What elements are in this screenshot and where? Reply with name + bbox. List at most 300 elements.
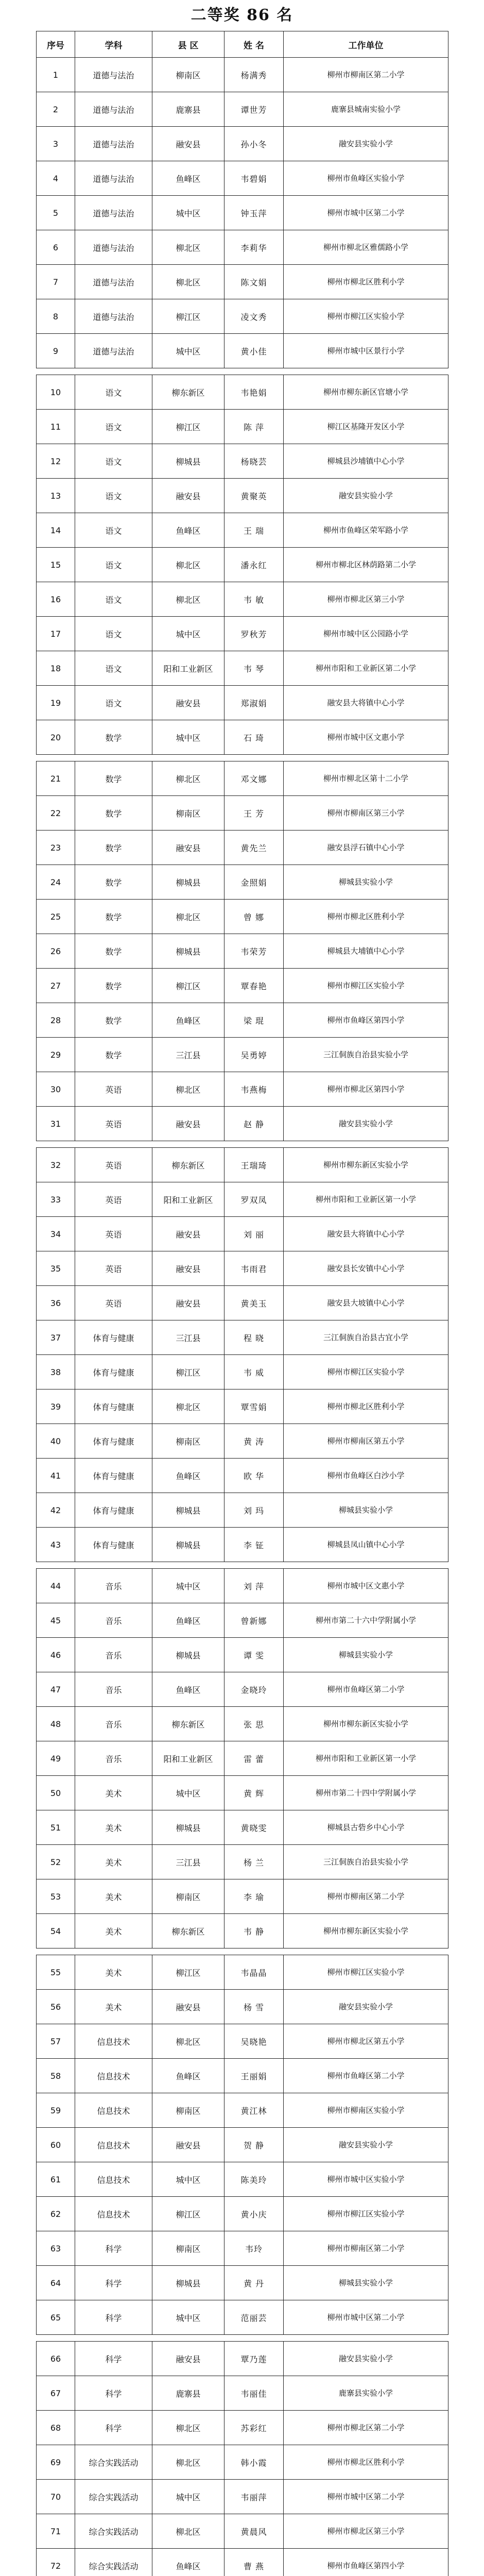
cell-district: 柳北区 bbox=[152, 2514, 224, 2549]
cell-subject: 体育与健康 bbox=[75, 1320, 152, 1355]
cell-no: 56 bbox=[37, 1990, 75, 2024]
cell-name: 韦丽佳 bbox=[224, 2376, 284, 2411]
cell-unit: 柳州市柳南区第二小学 bbox=[284, 1879, 448, 1914]
table-row bbox=[37, 1038, 448, 1072]
cell-name: 曾 娜 bbox=[224, 900, 284, 934]
cell-no: 66 bbox=[37, 2342, 75, 2376]
cell-subject: 信息技术 bbox=[75, 2128, 152, 2162]
group-separator bbox=[37, 368, 448, 375]
cell-no: 51 bbox=[37, 1810, 75, 1845]
cell-name: 刘 萍 bbox=[224, 1569, 284, 1603]
cell-name: 钟玉萍 bbox=[224, 196, 284, 230]
cell-unit: 柳州市柳北区第三小学 bbox=[284, 582, 448, 617]
cell-name: 韦燕梅 bbox=[224, 1072, 284, 1107]
cell-subject: 体育与健康 bbox=[75, 1424, 152, 1459]
table-row bbox=[37, 1707, 448, 1741]
table-row bbox=[37, 796, 448, 831]
cell-subject: 音乐 bbox=[75, 1638, 152, 1672]
cell-subject: 体育与健康 bbox=[75, 1459, 152, 1493]
cell-district: 柳城县 bbox=[152, 1528, 224, 1562]
cell-unit: 柳州市柳北区胜利小学 bbox=[284, 2445, 448, 2480]
cell-district: 城中区 bbox=[152, 617, 224, 651]
cell-name: 黄 涛 bbox=[224, 1424, 284, 1459]
cell-district: 融安县 bbox=[152, 1217, 224, 1251]
cell-no: 45 bbox=[37, 1603, 75, 1638]
cell-name: 韦玲 bbox=[224, 2231, 284, 2266]
group-separator bbox=[37, 2335, 448, 2342]
cell-subject: 综合实践活动 bbox=[75, 2445, 152, 2480]
cell-no: 49 bbox=[37, 1741, 75, 1776]
cell-district: 融安县 bbox=[152, 1107, 224, 1141]
table-row bbox=[37, 1569, 448, 1603]
separator-cell bbox=[37, 1141, 448, 1148]
cell-no: 30 bbox=[37, 1072, 75, 1107]
table-body bbox=[37, 58, 448, 2576]
cell-no: 39 bbox=[37, 1389, 75, 1424]
cell-district: 柳北区 bbox=[152, 548, 224, 582]
cell-name: 郑淑娟 bbox=[224, 686, 284, 720]
cell-subject: 体育与健康 bbox=[75, 1493, 152, 1528]
cell-name: 曾新娜 bbox=[224, 1603, 284, 1638]
cell-subject: 数学 bbox=[75, 831, 152, 865]
cell-name: 贺 静 bbox=[224, 2128, 284, 2162]
table-row bbox=[37, 1217, 448, 1251]
cell-district: 鹿寨县 bbox=[152, 92, 224, 127]
cell-no: 65 bbox=[37, 2300, 75, 2335]
cell-name: 黄美玉 bbox=[224, 1286, 284, 1320]
cell-no: 3 bbox=[37, 127, 75, 161]
cell-subject: 信息技术 bbox=[75, 2024, 152, 2059]
table-row bbox=[37, 161, 448, 196]
cell-unit: 柳城县实验小学 bbox=[284, 1493, 448, 1528]
cell-name: 黄晨风 bbox=[224, 2514, 284, 2549]
cell-no: 67 bbox=[37, 2376, 75, 2411]
cell-name: 覃雪娟 bbox=[224, 1389, 284, 1424]
cell-district: 柳北区 bbox=[152, 230, 224, 265]
cell-no: 54 bbox=[37, 1914, 75, 1948]
cell-subject: 语文 bbox=[75, 548, 152, 582]
table-row bbox=[37, 2376, 448, 2411]
cell-subject: 语文 bbox=[75, 651, 152, 686]
cell-no: 28 bbox=[37, 1003, 75, 1038]
header-unit: 工作单位 bbox=[284, 31, 448, 58]
cell-unit: 柳州市柳江区实验小学 bbox=[284, 1955, 448, 1990]
cell-no: 60 bbox=[37, 2128, 75, 2162]
cell-unit: 柳州市阳和工业新区第一小学 bbox=[284, 1741, 448, 1776]
table-row bbox=[37, 1493, 448, 1528]
cell-no: 15 bbox=[37, 548, 75, 582]
cell-subject: 语文 bbox=[75, 444, 152, 479]
table-header-row bbox=[37, 31, 448, 58]
cell-name: 刘 玛 bbox=[224, 1493, 284, 1528]
cell-no: 34 bbox=[37, 1217, 75, 1251]
cell-name: 王丽娟 bbox=[224, 2059, 284, 2093]
cell-name: 韦碧娟 bbox=[224, 161, 284, 196]
cell-name: 李 钲 bbox=[224, 1528, 284, 1562]
header-subject: 学科 bbox=[75, 31, 152, 58]
header-name: 姓 名 bbox=[224, 31, 284, 58]
cell-unit: 融安县大将镇中心小学 bbox=[284, 1217, 448, 1251]
cell-name: 王 瑞 bbox=[224, 513, 284, 548]
cell-no: 23 bbox=[37, 831, 75, 865]
cell-subject: 数学 bbox=[75, 934, 152, 969]
cell-name: 李 瑜 bbox=[224, 1879, 284, 1914]
cell-subject: 数学 bbox=[75, 1003, 152, 1038]
cell-name: 罗双凤 bbox=[224, 1182, 284, 1217]
cell-name: 陈 萍 bbox=[224, 410, 284, 444]
cell-subject: 信息技术 bbox=[75, 2059, 152, 2093]
cell-no: 70 bbox=[37, 2480, 75, 2514]
cell-no: 20 bbox=[37, 720, 75, 755]
cell-no: 52 bbox=[37, 1845, 75, 1879]
cell-subject: 数学 bbox=[75, 761, 152, 796]
cell-no: 37 bbox=[37, 1320, 75, 1355]
table-row bbox=[37, 1845, 448, 1879]
cell-unit: 融安县大坡镇中心小学 bbox=[284, 1286, 448, 1320]
cell-no: 29 bbox=[37, 1038, 75, 1072]
cell-subject: 道德与法治 bbox=[75, 265, 152, 299]
cell-subject: 体育与健康 bbox=[75, 1355, 152, 1389]
cell-unit: 柳城县沙埔镇中心小学 bbox=[284, 444, 448, 479]
cell-district: 柳北区 bbox=[152, 1389, 224, 1424]
cell-no: 26 bbox=[37, 934, 75, 969]
cell-subject: 体育与健康 bbox=[75, 1528, 152, 1562]
cell-unit: 柳州市柳南区第三小学 bbox=[284, 796, 448, 831]
cell-unit: 柳州市柳南区第五小学 bbox=[284, 1424, 448, 1459]
cell-no: 72 bbox=[37, 2549, 75, 2576]
cell-unit: 柳州市柳江区实验小学 bbox=[284, 299, 448, 334]
cell-unit: 柳州市鱼峰区荣军路小学 bbox=[284, 513, 448, 548]
cell-subject: 美术 bbox=[75, 1990, 152, 2024]
cell-district: 融安县 bbox=[152, 2342, 224, 2376]
table-row bbox=[37, 2266, 448, 2300]
header-no: 序号 bbox=[37, 31, 75, 58]
cell-subject: 美术 bbox=[75, 1914, 152, 1948]
cell-subject: 信息技术 bbox=[75, 2197, 152, 2231]
cell-no: 11 bbox=[37, 410, 75, 444]
cell-name: 曹 燕 bbox=[224, 2549, 284, 2576]
table-row bbox=[37, 334, 448, 368]
table-row bbox=[37, 1672, 448, 1707]
table-row bbox=[37, 1320, 448, 1355]
cell-name: 谭 雯 bbox=[224, 1638, 284, 1672]
table-row bbox=[37, 2300, 448, 2335]
cell-subject: 英语 bbox=[75, 1107, 152, 1141]
cell-unit: 柳州市柳江区实验小学 bbox=[284, 2197, 448, 2231]
cell-unit: 柳州市柳北区胜利小学 bbox=[284, 900, 448, 934]
cell-district: 鹿寨县 bbox=[152, 2376, 224, 2411]
cell-subject: 英语 bbox=[75, 1251, 152, 1286]
cell-no: 13 bbox=[37, 479, 75, 513]
table-row bbox=[37, 934, 448, 969]
cell-district: 柳东新区 bbox=[152, 375, 224, 410]
table-row bbox=[37, 1955, 448, 1990]
cell-name: 韦 静 bbox=[224, 1914, 284, 1948]
cell-subject: 科学 bbox=[75, 2342, 152, 2376]
table-row bbox=[37, 720, 448, 755]
cell-unit: 柳州市柳江区实验小学 bbox=[284, 969, 448, 1003]
cell-name: 程 晓 bbox=[224, 1320, 284, 1355]
cell-unit: 三江侗族自治县古宜小学 bbox=[284, 1320, 448, 1355]
table-row bbox=[37, 127, 448, 161]
cell-no: 10 bbox=[37, 375, 75, 410]
separator-cell bbox=[37, 2335, 448, 2342]
cell-unit: 融安县实验小学 bbox=[284, 127, 448, 161]
table-row bbox=[37, 58, 448, 92]
cell-name: 梁 琨 bbox=[224, 1003, 284, 1038]
cell-no: 31 bbox=[37, 1107, 75, 1141]
cell-name: 黄 丹 bbox=[224, 2266, 284, 2300]
cell-subject: 音乐 bbox=[75, 1741, 152, 1776]
table-row bbox=[37, 196, 448, 230]
cell-unit: 三江侗族自治县实验小学 bbox=[284, 1845, 448, 1879]
table-row bbox=[37, 582, 448, 617]
table-row bbox=[37, 1810, 448, 1845]
cell-unit: 柳州市柳江区实验小学 bbox=[284, 1355, 448, 1389]
cell-no: 9 bbox=[37, 334, 75, 368]
table-row bbox=[37, 1638, 448, 1672]
cell-name: 欧 华 bbox=[224, 1459, 284, 1493]
cell-no: 12 bbox=[37, 444, 75, 479]
cell-no: 18 bbox=[37, 651, 75, 686]
cell-no: 46 bbox=[37, 1638, 75, 1672]
cell-unit: 柳州市鱼峰区第二小学 bbox=[284, 1672, 448, 1707]
cell-district: 柳北区 bbox=[152, 1072, 224, 1107]
cell-unit: 柳城县古砦乡中心小学 bbox=[284, 1810, 448, 1845]
cell-name: 韦荣芳 bbox=[224, 934, 284, 969]
table-row bbox=[37, 865, 448, 900]
cell-no: 14 bbox=[37, 513, 75, 548]
cell-district: 阳和工业新区 bbox=[152, 1741, 224, 1776]
cell-unit: 融安县浮石镇中心小学 bbox=[284, 831, 448, 865]
cell-unit: 柳州市第二十六中学附属小学 bbox=[284, 1603, 448, 1638]
header-district: 县 区 bbox=[152, 31, 224, 58]
table-row bbox=[37, 1776, 448, 1810]
cell-subject: 科学 bbox=[75, 2300, 152, 2335]
cell-subject: 音乐 bbox=[75, 1603, 152, 1638]
cell-no: 41 bbox=[37, 1459, 75, 1493]
cell-name: 刘 丽 bbox=[224, 1217, 284, 1251]
table-row bbox=[37, 2093, 448, 2128]
cell-no: 53 bbox=[37, 1879, 75, 1914]
cell-subject: 道德与法治 bbox=[75, 127, 152, 161]
cell-unit: 柳州市柳北区第二小学 bbox=[284, 2411, 448, 2445]
cell-district: 柳北区 bbox=[152, 2445, 224, 2480]
cell-name: 韦 敏 bbox=[224, 582, 284, 617]
cell-no: 7 bbox=[37, 265, 75, 299]
cell-district: 柳城县 bbox=[152, 2266, 224, 2300]
cell-district: 阳和工业新区 bbox=[152, 651, 224, 686]
table-row bbox=[37, 1990, 448, 2024]
cell-name: 韦丽萍 bbox=[224, 2480, 284, 2514]
table-row bbox=[37, 686, 448, 720]
cell-no: 36 bbox=[37, 1286, 75, 1320]
cell-unit: 融安县实验小学 bbox=[284, 1990, 448, 2024]
cell-no: 4 bbox=[37, 161, 75, 196]
cell-unit: 柳州市鱼峰区白沙小学 bbox=[284, 1459, 448, 1493]
cell-subject: 道德与法治 bbox=[75, 299, 152, 334]
cell-unit: 柳州市城中区实验小学 bbox=[284, 2162, 448, 2197]
cell-subject: 道德与法治 bbox=[75, 334, 152, 368]
cell-no: 1 bbox=[37, 58, 75, 92]
table-row bbox=[37, 1879, 448, 1914]
cell-unit: 柳州市柳东新区实验小学 bbox=[284, 1148, 448, 1182]
cell-name: 韦艳娟 bbox=[224, 375, 284, 410]
cell-unit: 柳城县实验小学 bbox=[284, 865, 448, 900]
cell-no: 8 bbox=[37, 299, 75, 334]
cell-district: 融安县 bbox=[152, 831, 224, 865]
cell-no: 5 bbox=[37, 196, 75, 230]
table-row bbox=[37, 1741, 448, 1776]
table-row bbox=[37, 2059, 448, 2093]
cell-subject: 音乐 bbox=[75, 1672, 152, 1707]
table-row bbox=[37, 969, 448, 1003]
cell-name: 雷 蕾 bbox=[224, 1741, 284, 1776]
cell-unit: 融安县长安镇中心小学 bbox=[284, 1251, 448, 1286]
cell-no: 55 bbox=[37, 1955, 75, 1990]
cell-name: 潘永红 bbox=[224, 548, 284, 582]
cell-district: 融安县 bbox=[152, 1286, 224, 1320]
table-row bbox=[37, 651, 448, 686]
cell-unit: 柳州市柳南区实验小学 bbox=[284, 2093, 448, 2128]
group-separator bbox=[37, 1141, 448, 1148]
award-document bbox=[36, 0, 448, 2576]
cell-no: 57 bbox=[37, 2024, 75, 2059]
cell-subject: 语文 bbox=[75, 582, 152, 617]
cell-district: 柳南区 bbox=[152, 1879, 224, 1914]
cell-name: 石 琦 bbox=[224, 720, 284, 755]
cell-no: 48 bbox=[37, 1707, 75, 1741]
cell-district: 鱼峰区 bbox=[152, 2059, 224, 2093]
cell-subject: 英语 bbox=[75, 1217, 152, 1251]
cell-subject: 美术 bbox=[75, 1879, 152, 1914]
table-row bbox=[37, 2514, 448, 2549]
cell-unit: 柳州市阳和工业新区第一小学 bbox=[284, 1182, 448, 1217]
table-row bbox=[37, 1355, 448, 1389]
cell-no: 38 bbox=[37, 1355, 75, 1389]
table-row bbox=[37, 1914, 448, 1948]
cell-name: 罗秋芳 bbox=[224, 617, 284, 651]
cell-unit: 柳州市鱼峰区实验小学 bbox=[284, 161, 448, 196]
cell-no: 61 bbox=[37, 2162, 75, 2197]
cell-unit: 柳城县实验小学 bbox=[284, 2266, 448, 2300]
cell-district: 柳南区 bbox=[152, 1424, 224, 1459]
cell-subject: 数学 bbox=[75, 865, 152, 900]
cell-unit: 融安县实验小学 bbox=[284, 2128, 448, 2162]
cell-name: 韦晶晶 bbox=[224, 1955, 284, 1990]
cell-name: 韦 琴 bbox=[224, 651, 284, 686]
cell-subject: 道德与法治 bbox=[75, 196, 152, 230]
cell-subject: 数学 bbox=[75, 720, 152, 755]
cell-district: 鱼峰区 bbox=[152, 1603, 224, 1638]
cell-unit: 柳州市柳北区第十二小学 bbox=[284, 761, 448, 796]
cell-unit: 柳州市第二十四中学附属小学 bbox=[284, 1776, 448, 1810]
table-row bbox=[37, 2231, 448, 2266]
group-separator bbox=[37, 1948, 448, 1955]
cell-no: 42 bbox=[37, 1493, 75, 1528]
cell-unit: 融安县大将镇中心小学 bbox=[284, 686, 448, 720]
cell-name: 吴晓艳 bbox=[224, 2024, 284, 2059]
table-row bbox=[37, 513, 448, 548]
table-row bbox=[37, 2342, 448, 2376]
cell-name: 范丽芸 bbox=[224, 2300, 284, 2335]
cell-district: 柳东新区 bbox=[152, 1914, 224, 1948]
table-row bbox=[37, 375, 448, 410]
cell-subject: 数学 bbox=[75, 900, 152, 934]
table-row bbox=[37, 2197, 448, 2231]
cell-no: 17 bbox=[37, 617, 75, 651]
table-row bbox=[37, 2549, 448, 2576]
cell-unit: 柳州市柳北区第五小学 bbox=[284, 2024, 448, 2059]
cell-district: 融安县 bbox=[152, 1251, 224, 1286]
cell-name: 黄小佳 bbox=[224, 334, 284, 368]
cell-district: 鱼峰区 bbox=[152, 513, 224, 548]
cell-subject: 科学 bbox=[75, 2411, 152, 2445]
cell-name: 黄晓雯 bbox=[224, 1810, 284, 1845]
cell-name: 覃春艳 bbox=[224, 969, 284, 1003]
separator-cell bbox=[37, 1562, 448, 1569]
cell-district: 柳江区 bbox=[152, 969, 224, 1003]
cell-subject: 美术 bbox=[75, 1776, 152, 1810]
cell-district: 柳南区 bbox=[152, 2231, 224, 2266]
table-row bbox=[37, 1528, 448, 1562]
cell-name: 韦雨君 bbox=[224, 1251, 284, 1286]
cell-name: 陈文娟 bbox=[224, 265, 284, 299]
cell-subject: 音乐 bbox=[75, 1569, 152, 1603]
table-row bbox=[37, 1459, 448, 1493]
cell-unit: 柳州市城中区第二小学 bbox=[284, 2480, 448, 2514]
cell-district: 鱼峰区 bbox=[152, 1459, 224, 1493]
table-row bbox=[37, 479, 448, 513]
cell-subject: 语文 bbox=[75, 617, 152, 651]
cell-unit: 柳城县大埔镇中心小学 bbox=[284, 934, 448, 969]
cell-district: 柳南区 bbox=[152, 796, 224, 831]
cell-name: 谭世芳 bbox=[224, 92, 284, 127]
cell-no: 44 bbox=[37, 1569, 75, 1603]
table-row bbox=[37, 1389, 448, 1424]
cell-name: 苏彩红 bbox=[224, 2411, 284, 2445]
cell-unit: 柳州市柳北区林荫路第二小学 bbox=[284, 548, 448, 582]
table-row bbox=[37, 2411, 448, 2445]
cell-name: 李莉华 bbox=[224, 230, 284, 265]
cell-name: 孙小冬 bbox=[224, 127, 284, 161]
page-title: 二等奖 86 名 bbox=[191, 6, 293, 24]
cell-subject: 体育与健康 bbox=[75, 1389, 152, 1424]
cell-unit: 柳州市城中区公园路小学 bbox=[284, 617, 448, 651]
table-row bbox=[37, 831, 448, 865]
cell-unit: 柳州市柳东新区官塘小学 bbox=[284, 375, 448, 410]
cell-no: 59 bbox=[37, 2093, 75, 2128]
cell-unit: 柳州市柳北区雅儒路小学 bbox=[284, 230, 448, 265]
cell-district: 城中区 bbox=[152, 334, 224, 368]
cell-district: 柳江区 bbox=[152, 1355, 224, 1389]
cell-district: 城中区 bbox=[152, 720, 224, 755]
cell-subject: 数学 bbox=[75, 796, 152, 831]
cell-district: 城中区 bbox=[152, 2300, 224, 2335]
cell-no: 16 bbox=[37, 582, 75, 617]
cell-no: 22 bbox=[37, 796, 75, 831]
table-row bbox=[37, 2445, 448, 2480]
cell-subject: 美术 bbox=[75, 1845, 152, 1879]
cell-unit: 柳州市柳东新区实验小学 bbox=[284, 1707, 448, 1741]
cell-no: 43 bbox=[37, 1528, 75, 1562]
cell-subject: 信息技术 bbox=[75, 2093, 152, 2128]
cell-district: 融安县 bbox=[152, 2128, 224, 2162]
cell-district: 柳北区 bbox=[152, 2411, 224, 2445]
cell-unit: 柳州市柳北区胜利小学 bbox=[284, 1389, 448, 1424]
cell-district: 鱼峰区 bbox=[152, 161, 224, 196]
cell-subject: 语文 bbox=[75, 410, 152, 444]
